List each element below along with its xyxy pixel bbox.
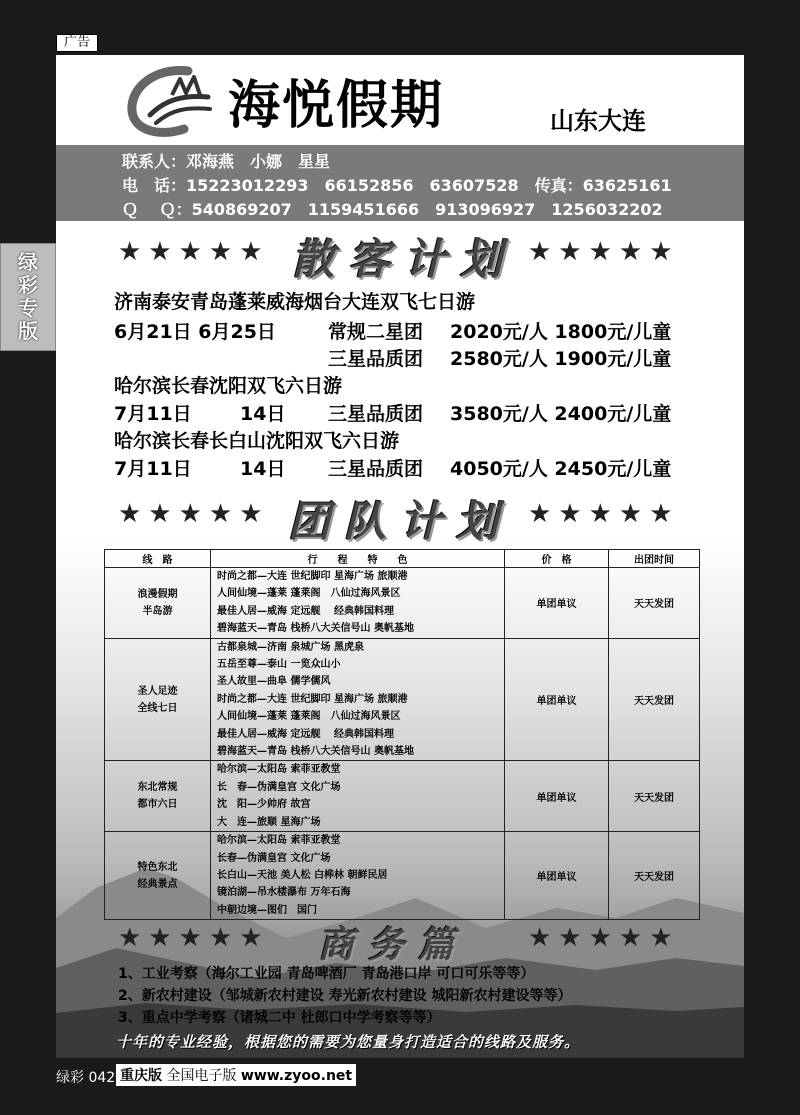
contact-block [56, 145, 744, 221]
itinerary-item: 人间仙境—蓬莱 蓬莱阁 八仙过海风景区 [217, 588, 401, 600]
price-cell: 单团单议 [505, 568, 609, 639]
route-name: 全线七日 [137, 702, 178, 714]
tour-name: 济南泰安青岛蓬莱威海烟台大连双飞七日游 [114, 291, 476, 313]
time-cell: 天天发团 [609, 761, 700, 832]
tour-price: 4050元/人 2450元/儿童 [450, 458, 672, 480]
time-cell: 天天发团 [609, 638, 700, 761]
itinerary-item: 最佳人居—威海 定远舰 经典韩国料理 [217, 605, 394, 617]
tour-date: 14日 [240, 403, 286, 425]
tour-price: 2020元/人 1800元/儿童 [450, 321, 672, 343]
tour-type: 常规二星团 [328, 321, 424, 343]
side-tab-char: 绿 [18, 250, 38, 274]
route-name: 东北常规 [137, 782, 178, 794]
group-plan-table [104, 549, 700, 920]
business-item: 1、工业考察（海尔工业园 青岛啤酒厂 青岛港口岸 可口可乐等等） [118, 966, 535, 982]
table-header: 行 程 特 色 [211, 550, 505, 568]
itinerary-item: 五岳至尊—泰山 一览众山小 [217, 659, 341, 671]
route-cell [105, 832, 211, 920]
brand-logo-icon [126, 65, 214, 139]
itinerary-item: 大 连—旅顺 星海广场 [217, 816, 321, 828]
section-business [56, 913, 744, 965]
route-cell [105, 761, 211, 832]
route-name: 经典景点 [137, 878, 178, 890]
stars-left: ★★★★★ [118, 923, 270, 953]
itinerary-item: 古都泉城—济南 泉城广场 黑虎泉 [217, 641, 364, 653]
route-name: 都市六日 [137, 799, 178, 811]
itinerary-item: 时尚之都—大连 世纪脚印 星海广场 旅顺港 [217, 571, 408, 582]
header [56, 55, 744, 145]
route-name: 半岛游 [142, 605, 173, 617]
time-cell: 天天发团 [609, 832, 700, 920]
tour-type: 三星品质团 [328, 348, 424, 370]
tour-dates: 6月21日 6月25日 [114, 321, 276, 343]
itinerary-item: 人间仙境—蓬莱 蓬莱阁 八仙过海风景区 [217, 711, 401, 723]
table-row [105, 832, 700, 920]
stars-left: ★★★★★ [118, 237, 270, 267]
itinerary-item: 沈 阳—少帅府 故宫 [217, 799, 311, 811]
itinerary-item: 时尚之都—大连 世纪脚印 星海广场 旅顺港 [217, 693, 408, 705]
brand-name: 海悦假期 [228, 75, 445, 136]
table-header: 线 路 [105, 550, 211, 568]
stars-left: ★★★★★ [118, 499, 270, 529]
itinerary-cell [211, 638, 505, 761]
footer-site-text: 全国电子版 [166, 1068, 237, 1084]
itinerary-cell [211, 568, 505, 639]
table-row [105, 761, 700, 832]
business-item: 3、重点中学考察（诸城二中 杜郎口中学考察等等） [118, 1010, 441, 1026]
section-title: 散客计划 [292, 235, 517, 284]
itinerary-item: 长白山—天池 美人松 白桦林 朝鲜民居 [217, 869, 388, 881]
itinerary-item: 哈尔滨—太阳岛 索菲亚教堂 [217, 764, 341, 776]
tour-name: 哈尔滨长春沈阳双飞六日游 [114, 375, 343, 397]
contact-phone: 电 话：15223012293 66152856 63607528 传真：63625161 [122, 176, 672, 195]
table-header: 价 格 [505, 550, 609, 568]
itinerary-item: 最佳人居—威海 定远舰 经典韩国料理 [217, 728, 394, 740]
tour-date: 7月11日 [114, 403, 192, 425]
contact-qq: Ｑ Ｑ：540869207 1159451666 913096927 1256032202 [122, 200, 663, 219]
itinerary-item: 镜泊湖—吊水楼瀑布 万年石海 [217, 887, 351, 899]
stars-right: ★★★★★ [528, 237, 680, 267]
itinerary-item: 中朝边境—图们 国门 [217, 904, 317, 916]
brand-region: 山东大连 [550, 107, 646, 135]
itinerary-cell [211, 832, 505, 920]
slogan: 十年的专业经验，根据您的需要为您量身打造适合的线路及服务。 [116, 1033, 581, 1051]
business-item: 2、新农村建设（邹城新农村建设 寿光新农村建设 城阳新农村建设等等） [118, 988, 572, 1004]
table-header: 出团时间 [609, 550, 700, 568]
footer-edition: 重庆版 [120, 1068, 162, 1084]
ad-panel [56, 55, 744, 1058]
route-cell [105, 568, 211, 639]
side-tab-char: 专 [18, 296, 38, 320]
ad-tag: 广告 [56, 34, 98, 52]
route-name: 特色东北 [137, 861, 178, 873]
side-tab-char: 彩 [18, 273, 38, 297]
price-cell: 单团单议 [505, 638, 609, 761]
table-row [105, 638, 700, 761]
route-name: 圣人足迹 [137, 685, 178, 697]
tour-price: 3580元/人 2400元/儿童 [450, 403, 672, 425]
tour-type: 三星品质团 [328, 403, 424, 425]
section-individual [56, 227, 744, 284]
time-cell: 天天发团 [609, 568, 700, 639]
itinerary-cell [211, 761, 505, 832]
itinerary-item: 碧海蓝天—青岛 栈桥八大关信号山 奥帆基地 [217, 623, 414, 635]
side-tab [0, 243, 56, 351]
tour-price: 2580元/人 1900元/儿童 [450, 348, 672, 370]
tour-date: 14日 [240, 458, 286, 480]
footer-banner [116, 1064, 356, 1086]
section-title: 商务篇 [318, 924, 469, 966]
section-title: 团队计划 [288, 497, 513, 546]
page-number: 绿彩 042 [56, 1070, 116, 1086]
stars-right: ★★★★★ [528, 923, 680, 953]
table-row [105, 568, 700, 639]
contact-people: 联系人：邓海燕 小娜 星星 [122, 152, 331, 171]
price-cell: 单团单议 [505, 832, 609, 920]
tour-name: 哈尔滨长春长白山沈阳双飞六日游 [114, 430, 400, 452]
itinerary-item: 长春—伪满皇宫 文化广场 [217, 852, 331, 864]
price-cell: 单团单议 [505, 761, 609, 832]
footer-url[interactable]: www.zyoo.net [240, 1068, 353, 1084]
side-tab-char: 版 [18, 319, 38, 343]
route-name: 浪漫假期 [137, 588, 178, 600]
table-header-row [105, 550, 700, 568]
route-cell [105, 638, 211, 761]
tour-type: 三星品质团 [328, 458, 424, 480]
itinerary-item: 哈尔滨—太阳岛 索菲亚教堂 [217, 835, 341, 847]
itinerary-item: 碧海蓝天—青岛 栈桥八大关信号山 奥帆基地 [217, 746, 414, 758]
itinerary-item: 长 春—伪满皇宫 文化广场 [217, 781, 341, 793]
tour-date: 7月11日 [114, 458, 192, 480]
itinerary-item: 圣人故里—曲阜 儒学儒风 [217, 676, 331, 688]
section-group [56, 489, 744, 546]
stars-right: ★★★★★ [528, 499, 680, 529]
